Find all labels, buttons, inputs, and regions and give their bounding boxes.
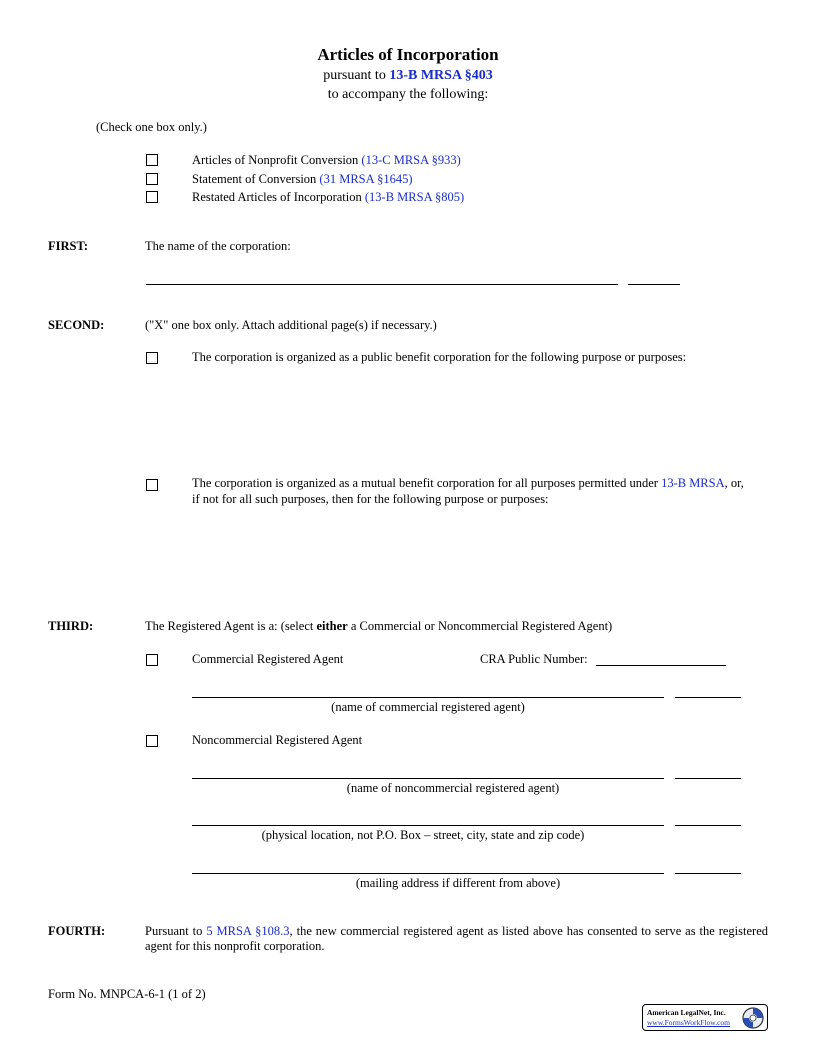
option-ref-link[interactable]: (31 MRSA §1645): [319, 172, 413, 186]
option-restated-articles: [192, 190, 464, 205]
commercial-agent-label: Commercial Registered Agent: [192, 652, 344, 666]
noncommercial-name-caption: (name of noncommercial registered agent): [346, 781, 560, 795]
third-text-post: a Commercial or Noncommercial Registered Agent): [350, 619, 613, 633]
forms-workflow-badge[interactable]: [642, 1004, 768, 1031]
cra-number-label: CRA Public Number:: [480, 652, 588, 666]
mailing-address-extra-field[interactable]: [675, 873, 741, 874]
checkbox-restated-articles[interactable]: [146, 191, 158, 203]
physical-location-extra-field[interactable]: [675, 825, 741, 826]
option-label: Articles of Nonprofit Conversion: [192, 153, 359, 167]
option-statement-of-conversion: [192, 172, 413, 187]
fourth-text-post: , the new commercial registered agent as listed above has consented to serve as the registered agent for this nonprofit corporation.: [145, 924, 768, 953]
fourth-text-pre: Pursuant to: [145, 924, 203, 938]
third-text-pre: The Registered Agent is a: (select: [145, 619, 314, 633]
check-one-instruction: (Check one box only.): [96, 120, 207, 134]
fourth-statute-link[interactable]: 5 MRSA §108.3: [206, 924, 290, 938]
third-text: [145, 619, 612, 634]
mutual-benefit-text: [192, 476, 744, 491]
badge-company-name: American LegalNet, Inc.: [647, 1008, 726, 1017]
third-text-bold: either: [316, 619, 348, 633]
noncommercial-agent-name-field[interactable]: [192, 778, 664, 779]
checkbox-noncommercial-agent[interactable]: [146, 735, 158, 747]
noncommercial-agent-extra-field[interactable]: [675, 778, 741, 779]
checkbox-nonprofit-conversion[interactable]: [146, 154, 158, 166]
form-number: Form No. MNPCA-6-1 (1 of 2): [48, 987, 206, 1001]
cra-number-field[interactable]: [596, 665, 726, 666]
checkbox-statement-of-conversion[interactable]: [146, 173, 158, 185]
public-benefit-text: The corporation is organized as a public benefit corporation for the following purpose or purposes:: [192, 350, 687, 364]
statute-prefix: pursuant to: [323, 68, 386, 83]
globe-logo-icon: [742, 1007, 764, 1029]
mutual-benefit-post: , or,: [724, 476, 744, 490]
mailing-address-field[interactable]: [192, 873, 664, 874]
page-title: Articles of Incorporation: [317, 45, 499, 64]
commercial-agent-extra-field[interactable]: [675, 697, 741, 698]
badge-url[interactable]: www.FormsWorkFlow.com: [647, 1018, 731, 1027]
statute-link[interactable]: 13-B MRSA §403: [389, 68, 493, 83]
mutual-benefit-pre: The corporation is organized as a mutual benefit corporation for all purposes permitted under: [192, 476, 658, 490]
noncommercial-agent-label: Noncommercial Registered Agent: [192, 733, 363, 747]
third-label: THIRD:: [48, 619, 94, 633]
corporation-name-field[interactable]: [146, 284, 618, 285]
second-instruction: ("X" one box only. Attach additional page(s) if necessary.): [145, 318, 437, 332]
first-label: FIRST:: [48, 239, 89, 253]
option-nonprofit-conversion: [192, 153, 461, 168]
checkbox-public-benefit[interactable]: [146, 352, 158, 364]
statute-line: [0, 67, 816, 84]
physical-location-field[interactable]: [192, 825, 664, 826]
commercial-agent-name-field[interactable]: [192, 697, 664, 698]
option-ref-link[interactable]: (13-B MRSA §805): [364, 190, 465, 204]
first-text: The name of the corporation:: [145, 239, 291, 253]
fourth-text: [145, 924, 768, 954]
mailing-address-caption: (mailing address if different from above): [355, 876, 561, 890]
option-label: Restated Articles of Incorporation: [192, 190, 362, 204]
accompany-line: to accompany the following:: [327, 87, 489, 102]
checkbox-commercial-agent[interactable]: [146, 654, 158, 666]
option-label: Statement of Conversion: [192, 172, 317, 186]
corporation-name-suffix-field[interactable]: [628, 284, 680, 285]
mutual-benefit-line2: if not for all such purposes, then for the following purpose or purposes:: [192, 492, 549, 506]
commercial-name-caption: (name of commercial registered agent): [331, 700, 525, 714]
option-ref-link[interactable]: (13-C MRSA §933): [361, 153, 461, 167]
physical-location-caption: (physical location, not P.O. Box – street, city, state and zip code): [261, 828, 585, 842]
second-label: SECOND:: [48, 318, 105, 332]
fourth-label: FOURTH:: [48, 924, 106, 938]
mutual-benefit-link[interactable]: 13-B MRSA: [661, 476, 725, 490]
checkbox-mutual-benefit[interactable]: [146, 479, 158, 491]
